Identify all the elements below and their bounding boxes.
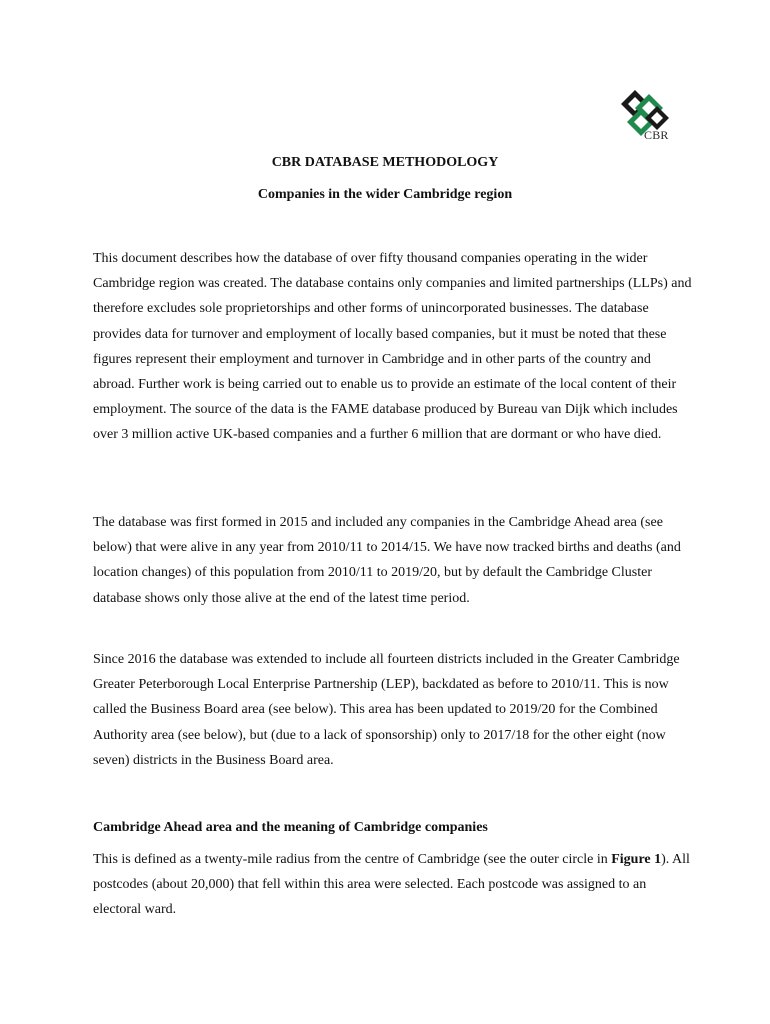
paragraph-area-text-start: This is defined as a twenty-mile radius from the centre of Cambridge (see the outer circle in	[93, 852, 612, 867]
section-heading: Cambridge Ahead area and the meaning of Cambridge companies	[93, 820, 488, 835]
document-title: CBR DATABASE METHODOLOGY	[271, 155, 499, 170]
paragraph-intro: This document describes how the database of over fifty thousand companies operating in the wider Cambridge region was created. The database contains only companies and limited partnerships (LLPs) and therefore excludes sole proprietorships and other forms of unincorporated businesses. The database provides data for turnover and employment of locally based companies, but it must be noted that these figures represent their employment and turnover in Cambridge and in other parts of the country and abroad. Further work is being carried out to enable us to provide an estimate of the local content of their employment. The source of the data is the FAME database produced by Bureau van Dijk which includes over 3 million active UK-based companies and a further 6 million that are dormant or who have died.	[93, 251, 692, 443]
figure-reference: Figure 1	[611, 852, 662, 867]
logo-text: CBR	[644, 128, 669, 142]
paragraph-area-definition	[93, 847, 693, 923]
document-subtitle: Companies in the wider Cambridge region	[257, 187, 513, 202]
paragraph-area-text-end: ). All postcodes (about 20,000) that fell within this area were selected. Each postcode was assigned to an electoral ward.	[93, 852, 690, 918]
paragraph-database-formation: The database was first formed in 2015 and included any companies in the Cambridge Ahead area (see below) that were alive in any year from 2010/11 to 2014/15. We have now tracked births and deaths (and location changes) of this population from 2010/11 to 2019/20, but by default the Cambridge Cluster database shows only those alive at the end of the latest time period.	[93, 515, 681, 606]
paragraph-database-extension: Since 2016 the database was extended to include all fourteen districts included in the Greater Cambridge Greater Peterborough Local Enterprise Partnership (LEP), backdated as before to 2010/11. This is now called the Business Board area (see below). This area has been updated to 2019/20 for the Combined Authority area (see below), but (due to a lack of sponsorship) only to 2017/18 for the other eight (now seven) districts in the Business Board area.	[93, 652, 680, 768]
